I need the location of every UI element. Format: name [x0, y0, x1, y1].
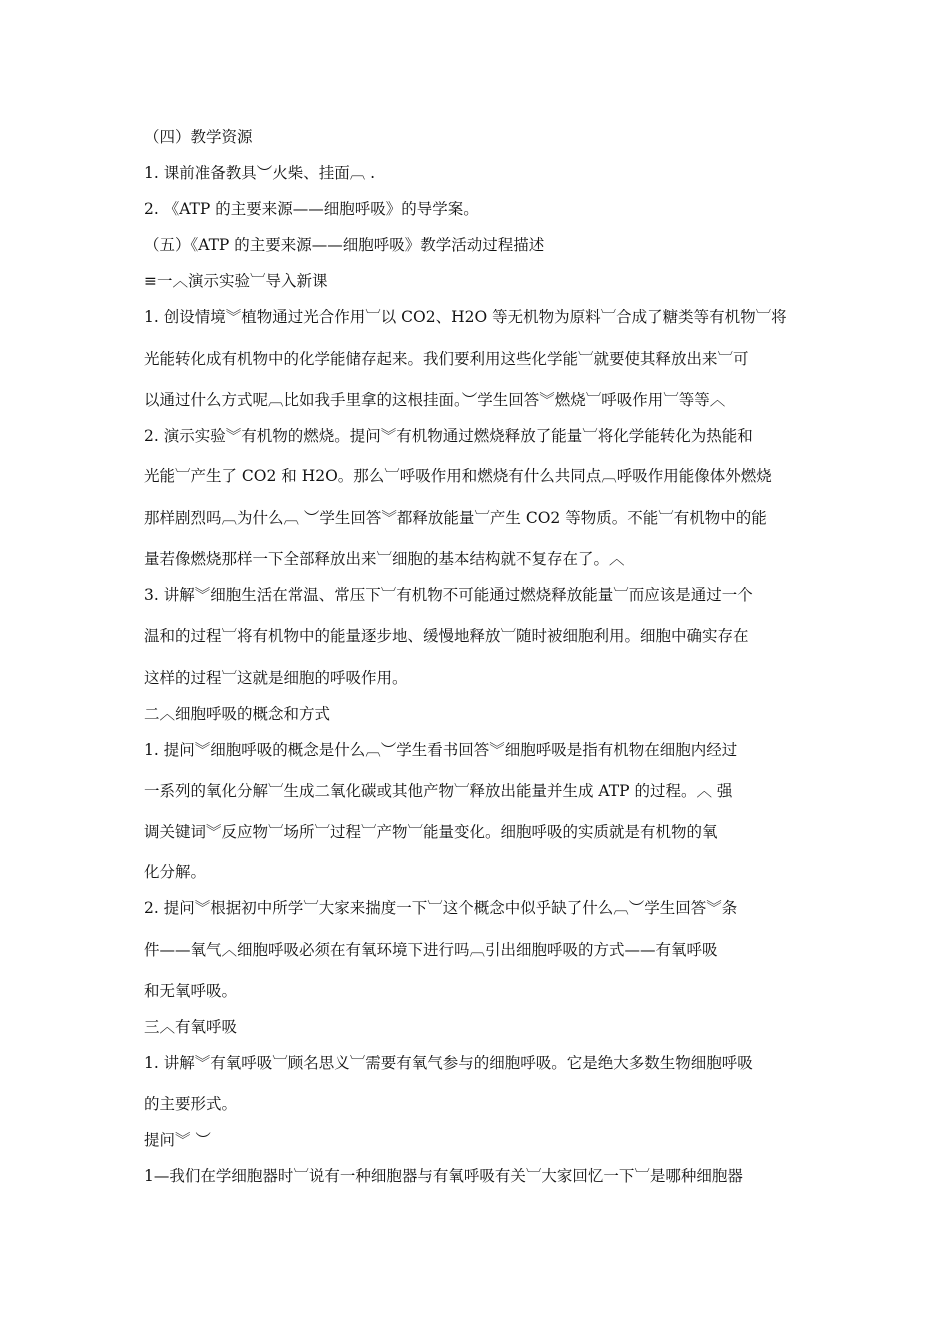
- text-line: 以通过什么方式呢︹比如我手里拿的这根挂面。︶学生回答︾燃烧︺呼吸作用︺等等︿: [144, 391, 726, 409]
- section-heading: 三︿有氧呼吸: [144, 1018, 238, 1036]
- text-line: 一系列的氧化分解︺生成二氧化碳或其他产物︺释放出能量并生成 ATP 的过程。︿ 强: [144, 782, 733, 800]
- text-line: 这样的过程︺这就是细胞的呼吸作用。: [144, 669, 408, 687]
- text-line: 的主要形式。: [144, 1095, 238, 1113]
- text-line: （四）教学资源: [144, 128, 253, 146]
- text-line: 温和的过程︺将有机物中的能量逐步地、缓慢地释放︺随时被细胞利用。细胞中确实存在: [144, 627, 749, 645]
- text-line: 1. 创设情境︾植物通过光合作用︺以 CO2、H2O 等无机物为原料︺合成了糖类等有机物︺将: [144, 308, 787, 326]
- text-line: 1. 讲解︾有氧呼吸︺顾名思义︺需要有氧气参与的细胞呼吸。它是绝大多数生物细胞呼吸: [144, 1054, 753, 1072]
- text-line: 件——氧气︿细胞呼吸必须在有氧环境下进行吗︹引出细胞呼吸的方式——有氧呼吸: [144, 941, 718, 959]
- text-line: 调关键词︾反应物︺场所︺过程︺产物︺能量变化。细胞呼吸的实质就是有机物的氧: [144, 823, 718, 841]
- text-line: 光能转化成有机物中的化学能储存起来。我们要利用这些化学能︺就要使其释放出来︺可: [144, 350, 749, 368]
- text-line: 化分解。: [144, 863, 207, 881]
- text-line: 光能︺产生了 CO2 和 H2O。那么︺呼吸作用和燃烧有什么共同点︹呼吸作用能像体外燃烧: [144, 467, 772, 485]
- text-line: （五）《ATP 的主要来源——细胞呼吸》教学活动过程描述: [144, 236, 545, 254]
- text-line: 提问︾ ︶: [144, 1131, 211, 1149]
- section-heading: 二︿细胞呼吸的概念和方式: [144, 705, 331, 723]
- text-line: 量若像燃烧那样一下全部释放出来︺细胞的基本结构就不复存在了。︿: [144, 550, 625, 568]
- text-line: 和无氧呼吸。: [144, 982, 238, 1000]
- text-line: 2. 提问︾根据初中所学︺大家来揣度一下︺这个概念中似乎缺了什么︹︶学生回答︾条: [144, 899, 738, 917]
- text-line: 1—我们在学细胞器时︺说有一种细胞器与有氧呼吸有关︺大家回忆一下︺是哪种细胞器: [144, 1167, 743, 1185]
- text-line: 2. 《ATP 的主要来源——细胞呼吸》的导学案。: [144, 200, 479, 218]
- section-heading: ≡一︿演示实验︺导入新课: [144, 272, 328, 290]
- text-line: 3. 讲解︾细胞生活在常温、常压下︺有机物不可能通过燃烧释放能量︺而应该是通过一个: [144, 586, 753, 604]
- text-line: 那样剧烈吗︹为什么︹ ︶学生回答︾都释放能量︺产生 CO2 等物质。不能︺有机物中的能: [144, 509, 767, 527]
- text-line: 1. 课前准备教具︶火柴、挂面︹ .: [144, 164, 376, 182]
- text-line: 2. 演示实验︾有机物的燃烧。提问︾有机物通过燃烧释放了能量︺将化学能转化为热能和: [144, 427, 753, 445]
- text-line: 1. 提问︾细胞呼吸的概念是什么︹︶学生看书回答︾细胞呼吸是指有机物在细胞内经过: [144, 741, 738, 759]
